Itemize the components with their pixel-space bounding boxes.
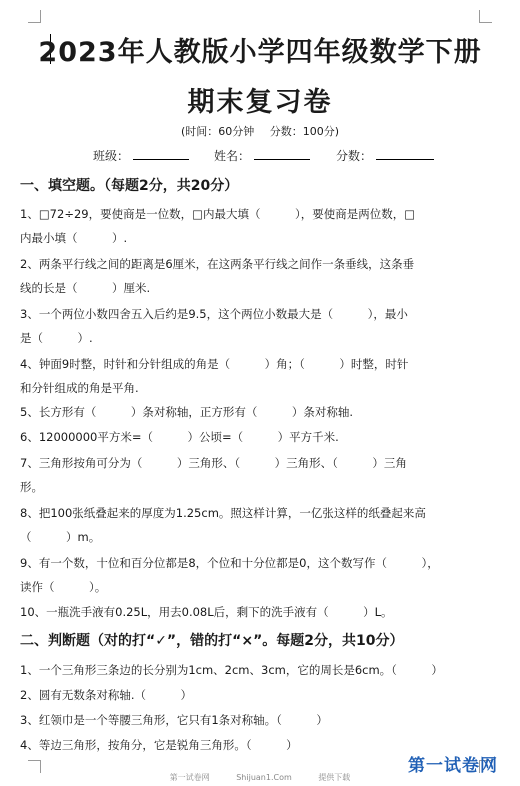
page-subtitle: 期末复习卷 — [187, 87, 333, 118]
question-line: 4、等边三角形，按角分，它是锐角三角形。（ ） — [20, 738, 298, 752]
question-line: 1、一个三角形三条边的长分别为1cm、2cm、3cm，它的周长是6cm。（ ） — [20, 663, 443, 677]
question-line: 2、两条平行线之间的距离是6厘米，在这两条平行线之间作一条垂线，这条垂 — [20, 257, 415, 271]
page-title: 2023年人教版小学四年级数学下册 — [38, 37, 482, 68]
question-line: 7、三角形按角可分为（ ）三角形、（ ）三角形、（ ）三角 — [20, 456, 407, 470]
question-line: 2、圆有无数条对称轴.（ ） — [20, 688, 192, 702]
name-field[interactable] — [214, 147, 310, 164]
score-blank[interactable] — [376, 147, 434, 160]
question-line: 6、12000000平方米=（ ）公顷=（ ）平方千米. — [20, 430, 339, 444]
corner-mark-top-right — [479, 10, 492, 23]
question-line: 3、红领巾是一个等腰三角形，它只有1条对称轴。（ ） — [20, 713, 328, 727]
question-line: 形。 — [20, 480, 43, 494]
class-field[interactable] — [93, 147, 189, 164]
exam-meta — [0, 123, 520, 139]
question-line: 5、长方形有（ ）条对称轴，正方形有（ ）条对称轴. — [20, 405, 353, 419]
question-line: 是（ ）. — [20, 331, 93, 345]
question-line: （ ）m。 — [20, 530, 101, 544]
score-field[interactable] — [336, 147, 434, 164]
question-line: 8、把100张纸叠起来的厚度为1.25cm。照这样计算，一亿张这样的纸叠起来高 — [20, 506, 426, 520]
class-label: 班级： — [93, 149, 130, 163]
question-line: 读作（ ）。 — [20, 580, 107, 594]
site-logo: 第一试卷网 — [408, 756, 498, 776]
question-line: 4、钟面9时整，时针和分针组成的角是（ ）角；（ ）时整，时针 — [20, 357, 409, 371]
class-blank[interactable] — [133, 147, 189, 160]
question-line: 3、一个两位小数四舍五入后约是9.5，这个两位小数最大是（ ），最小 — [20, 307, 408, 321]
footer-site-name: 第一试卷网 — [169, 773, 210, 782]
footer-site-url[interactable]: Shijuan1.Com — [236, 773, 292, 782]
question-line: 和分针组成的角是平角. — [20, 381, 139, 395]
question-line: 线的长是（ ）厘米. — [20, 281, 151, 295]
corner-mark-top-left — [28, 10, 41, 23]
question-line: 内最小填（ ）. — [20, 231, 128, 245]
exam-total-score: 分数：100分) — [269, 125, 340, 138]
question-line: 9、有一个数，十位和百分位都是8，个位和十分位都是0，这个数写作（ ）， — [20, 556, 439, 570]
question-line: 1、□72÷29，要使商是一位数，□内最大填（ ），要使商是两位数，□ — [20, 207, 416, 221]
exam-time: (时间：60分钟 — [180, 125, 255, 138]
section-heading-true-false: 二、判断题（对的打“✓”，错的打“×”。每题2分，共10分） — [20, 633, 404, 649]
name-label: 姓名： — [214, 149, 251, 163]
name-blank[interactable] — [254, 147, 310, 160]
footer-download: 提供下载 — [318, 773, 351, 782]
score-label: 分数： — [336, 149, 373, 163]
question-line: 10、一瓶洗手液有0.25L，用去0.08L后，剩下的洗手液有（ ）L。 — [20, 605, 393, 619]
section-heading-fill-blank: 一、填空题。（每题2分，共20分） — [20, 178, 239, 194]
